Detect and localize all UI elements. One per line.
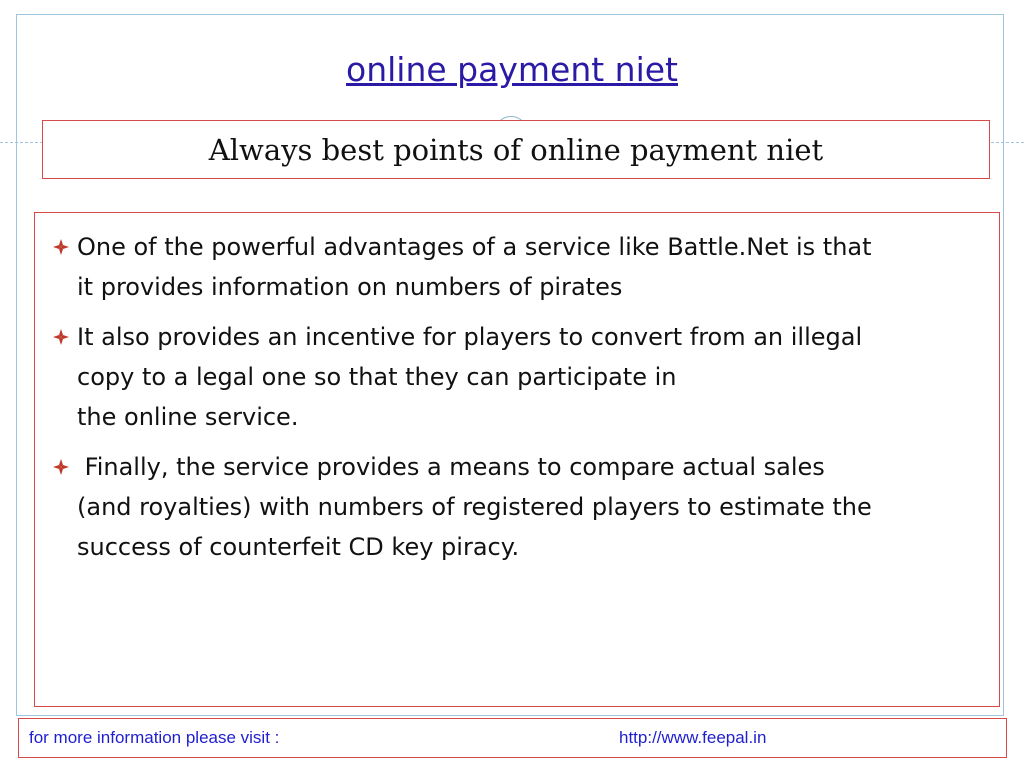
bullet-line: One of the powerful advantages of a service like Battle.Net is that xyxy=(77,233,872,261)
title-container xyxy=(0,50,1024,89)
footer-link[interactable]: http://www.feepal.in xyxy=(619,728,767,747)
bullet-line: it provides information on numbers of pirates xyxy=(77,273,623,301)
bullet-line: the online service. xyxy=(77,403,299,431)
bullet-item xyxy=(49,447,985,567)
bullet-line: It also provides an incentive for players to convert from an illegal xyxy=(77,323,863,351)
bullet-item xyxy=(49,227,985,307)
diamond-bullet-icon xyxy=(49,447,73,487)
bullet-line: success of counterfeit CD key piracy. xyxy=(77,533,520,561)
bullet-line: Finally, the service provides a means to compare actual sales xyxy=(77,453,825,481)
bullet-list xyxy=(35,213,999,567)
diamond-bullet-icon xyxy=(49,227,73,267)
content-box xyxy=(34,212,1000,707)
slide-title-link[interactable]: online payment niet xyxy=(346,50,678,89)
slide-subtitle: Always best points of online payment niet xyxy=(208,132,824,167)
footer-box xyxy=(18,718,1007,758)
bullet-line: (and royalties) with numbers of registered players to estimate the xyxy=(77,493,872,521)
footer-label: for more information please visit : xyxy=(29,728,280,747)
bullet-line: copy to a legal one so that they can participate in xyxy=(77,363,677,391)
subtitle-box xyxy=(42,120,990,179)
diamond-bullet-icon xyxy=(49,317,73,357)
bullet-item xyxy=(49,317,985,437)
